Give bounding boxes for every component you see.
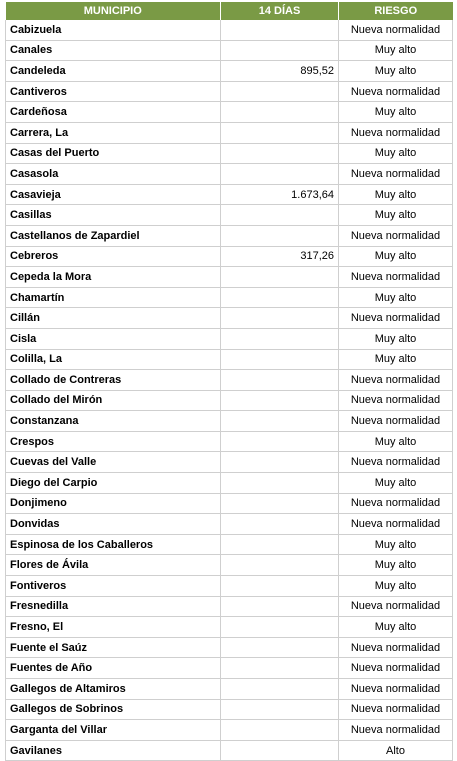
table-row	[6, 431, 453, 452]
cell-riesgo: Nueva normalidad	[339, 122, 453, 143]
cell-riesgo: Nueva normalidad	[339, 452, 453, 473]
table-row	[6, 411, 453, 432]
cell-14-dias	[221, 514, 339, 535]
cell-riesgo: Muy alto	[339, 473, 453, 494]
cell-14-dias	[221, 205, 339, 226]
cell-riesgo: Muy alto	[339, 205, 453, 226]
cell-riesgo: Muy alto	[339, 143, 453, 164]
cell-municipio: Casas del Puerto	[6, 143, 221, 164]
cell-riesgo: Nueva normalidad	[339, 596, 453, 617]
cell-14-dias	[221, 617, 339, 638]
cell-municipio: Cebreros	[6, 246, 221, 267]
table-row	[6, 184, 453, 205]
cell-14-dias: 895,52	[221, 61, 339, 82]
cell-municipio: Flores de Ávila	[6, 555, 221, 576]
header-municipio: MUNICIPIO	[6, 2, 221, 20]
cell-riesgo: Muy alto	[339, 102, 453, 123]
cell-14-dias	[221, 658, 339, 679]
cell-municipio: Cillán	[6, 308, 221, 329]
cell-riesgo: Nueva normalidad	[339, 720, 453, 741]
cell-riesgo: Nueva normalidad	[339, 267, 453, 288]
cell-14-dias	[221, 40, 339, 61]
table-row	[6, 122, 453, 143]
table-row	[6, 225, 453, 246]
table-row	[6, 514, 453, 535]
cell-municipio: Cisla	[6, 328, 221, 349]
cell-riesgo: Nueva normalidad	[339, 81, 453, 102]
cell-riesgo: Muy alto	[339, 246, 453, 267]
cell-riesgo: Muy alto	[339, 617, 453, 638]
cell-14-dias	[221, 225, 339, 246]
cell-14-dias	[221, 349, 339, 370]
table-row	[6, 658, 453, 679]
cell-riesgo: Nueva normalidad	[339, 20, 453, 40]
cell-14-dias	[221, 267, 339, 288]
cell-municipio: Colilla, La	[6, 349, 221, 370]
cell-14-dias	[221, 81, 339, 102]
cell-14-dias	[221, 370, 339, 391]
cell-14-dias	[221, 555, 339, 576]
cell-municipio: Castellanos de Zapardiel	[6, 225, 221, 246]
table-row	[6, 473, 453, 494]
table-row	[6, 720, 453, 741]
cell-municipio: Collado de Contreras	[6, 370, 221, 391]
cell-municipio: Casillas	[6, 205, 221, 226]
municipios-table	[5, 2, 453, 761]
cell-municipio: Casasola	[6, 164, 221, 185]
table-row	[6, 390, 453, 411]
table-row	[6, 308, 453, 329]
cell-14-dias	[221, 679, 339, 700]
cell-riesgo: Nueva normalidad	[339, 390, 453, 411]
table-row	[6, 328, 453, 349]
cell-14-dias	[221, 287, 339, 308]
cell-municipio: Fuente el Saúz	[6, 637, 221, 658]
cell-riesgo: Nueva normalidad	[339, 699, 453, 720]
table-row	[6, 576, 453, 597]
table-row	[6, 534, 453, 555]
table-row	[6, 40, 453, 61]
table-row	[6, 617, 453, 638]
cell-riesgo: Nueva normalidad	[339, 308, 453, 329]
cell-14-dias	[221, 143, 339, 164]
header-row	[6, 2, 453, 20]
cell-14-dias	[221, 740, 339, 761]
table-row	[6, 81, 453, 102]
cell-municipio: Cabizuela	[6, 20, 221, 40]
table-row	[6, 452, 453, 473]
cell-riesgo: Muy alto	[339, 534, 453, 555]
table-row	[6, 699, 453, 720]
cell-riesgo: Muy alto	[339, 349, 453, 370]
cell-riesgo: Nueva normalidad	[339, 411, 453, 432]
header-14-dias: 14 DÍAS	[221, 2, 339, 20]
cell-municipio: Carrera, La	[6, 122, 221, 143]
cell-municipio: Cantiveros	[6, 81, 221, 102]
cell-14-dias	[221, 308, 339, 329]
cell-municipio: Donjimeno	[6, 493, 221, 514]
cell-municipio: Collado del Mirón	[6, 390, 221, 411]
table-row	[6, 555, 453, 576]
cell-riesgo: Muy alto	[339, 555, 453, 576]
cell-municipio: Gavilanes	[6, 740, 221, 761]
cell-municipio: Cuevas del Valle	[6, 452, 221, 473]
cell-14-dias: 317,26	[221, 246, 339, 267]
table-row	[6, 596, 453, 617]
cell-municipio: Casavieja	[6, 184, 221, 205]
table-row	[6, 246, 453, 267]
table-row	[6, 637, 453, 658]
cell-14-dias	[221, 390, 339, 411]
cell-riesgo: Alto	[339, 740, 453, 761]
cell-14-dias	[221, 122, 339, 143]
cell-riesgo: Muy alto	[339, 431, 453, 452]
cell-riesgo: Muy alto	[339, 61, 453, 82]
cell-14-dias	[221, 637, 339, 658]
cell-municipio: Diego del Carpio	[6, 473, 221, 494]
cell-14-dias	[221, 534, 339, 555]
cell-municipio: Constanzana	[6, 411, 221, 432]
cell-riesgo: Muy alto	[339, 328, 453, 349]
cell-municipio: Cepeda la Mora	[6, 267, 221, 288]
cell-municipio: Cardeñosa	[6, 102, 221, 123]
cell-municipio: Chamartín	[6, 287, 221, 308]
cell-14-dias	[221, 720, 339, 741]
cell-riesgo: Nueva normalidad	[339, 164, 453, 185]
table-row	[6, 493, 453, 514]
cell-riesgo: Nueva normalidad	[339, 679, 453, 700]
cell-municipio: Gallegos de Altamiros	[6, 679, 221, 700]
cell-municipio: Crespos	[6, 431, 221, 452]
table-row	[6, 370, 453, 391]
cell-municipio: Espinosa de los Caballeros	[6, 534, 221, 555]
cell-riesgo: Muy alto	[339, 184, 453, 205]
table-row	[6, 205, 453, 226]
cell-14-dias	[221, 493, 339, 514]
cell-14-dias	[221, 328, 339, 349]
table-row	[6, 287, 453, 308]
cell-14-dias	[221, 576, 339, 597]
cell-14-dias	[221, 699, 339, 720]
cell-municipio: Candeleda	[6, 61, 221, 82]
table-row	[6, 20, 453, 40]
table-body	[6, 20, 453, 761]
cell-riesgo: Nueva normalidad	[339, 493, 453, 514]
cell-14-dias	[221, 473, 339, 494]
table-row	[6, 267, 453, 288]
cell-14-dias	[221, 431, 339, 452]
table-row	[6, 349, 453, 370]
cell-municipio: Fuentes de Año	[6, 658, 221, 679]
table-row	[6, 740, 453, 761]
cell-14-dias	[221, 164, 339, 185]
table-row	[6, 102, 453, 123]
cell-municipio: Fresno, El	[6, 617, 221, 638]
cell-municipio: Fresnedilla	[6, 596, 221, 617]
cell-riesgo: Nueva normalidad	[339, 637, 453, 658]
cell-riesgo: Nueva normalidad	[339, 370, 453, 391]
cell-municipio: Fontiveros	[6, 576, 221, 597]
cell-riesgo: Nueva normalidad	[339, 658, 453, 679]
table-row	[6, 61, 453, 82]
table-row	[6, 164, 453, 185]
cell-14-dias	[221, 20, 339, 40]
table-row	[6, 143, 453, 164]
cell-riesgo: Nueva normalidad	[339, 514, 453, 535]
cell-riesgo: Muy alto	[339, 287, 453, 308]
cell-riesgo: Muy alto	[339, 40, 453, 61]
cell-14-dias	[221, 596, 339, 617]
cell-municipio: Canales	[6, 40, 221, 61]
table-row	[6, 679, 453, 700]
table-header	[6, 2, 453, 20]
cell-municipio: Gallegos de Sobrinos	[6, 699, 221, 720]
cell-municipio: Garganta del Villar	[6, 720, 221, 741]
cell-14-dias	[221, 102, 339, 123]
cell-14-dias	[221, 411, 339, 432]
cell-riesgo: Muy alto	[339, 576, 453, 597]
cell-municipio: Donvidas	[6, 514, 221, 535]
cell-14-dias: 1.673,64	[221, 184, 339, 205]
header-riesgo: RIESGO	[339, 2, 453, 20]
cell-riesgo: Nueva normalidad	[339, 225, 453, 246]
cell-14-dias	[221, 452, 339, 473]
